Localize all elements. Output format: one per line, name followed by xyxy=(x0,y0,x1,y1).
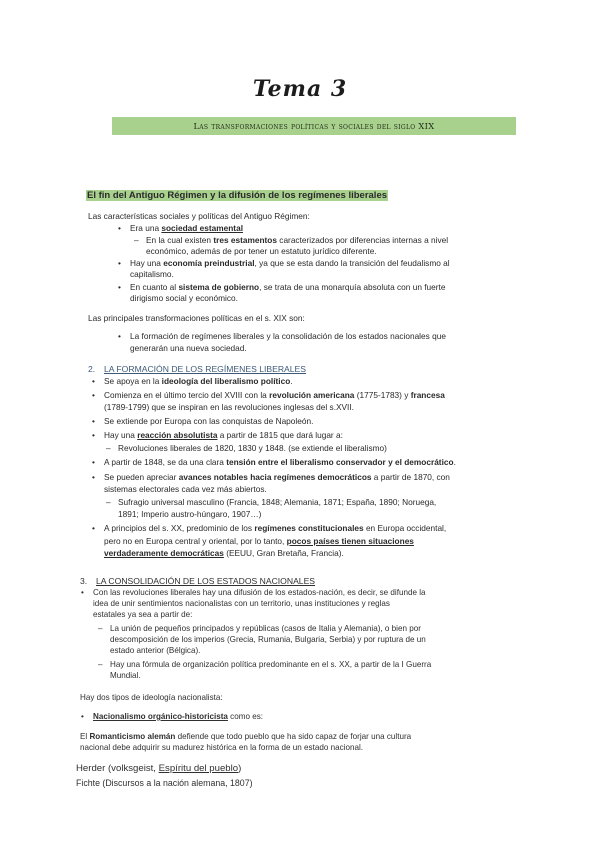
bullet-economia: • Hay una economía preindustrial, ya que se esta dando la transición del feudalismo al xyxy=(130,258,450,269)
dash-tres-estamentos: – En la cual existen tres estamentos caracterizados por diferencias internas a nivel xyxy=(146,235,448,246)
text-line: generarán una nueva sociedad. xyxy=(130,343,247,353)
romanticismo-line: El Romanticismo alemán defiende que todo pueblo que ha sido capaz de forjar una cultura xyxy=(80,732,412,741)
bullet-organico: • Nacionalismo orgánico-historicista como es: xyxy=(93,712,263,723)
bullet-p5: • A partir de 1848, se da una clara tensión entre el liberalismo conservador y el democrático. xyxy=(104,457,456,468)
text-line: 1891; Imperio austro-húngaro, 1907…) xyxy=(118,509,262,519)
text-line: capitalismo. xyxy=(130,269,174,279)
text-line: sistemas electorales cada vez más abiertos. xyxy=(104,484,267,494)
subtitle-banner: Las transformaciones políticas y sociales del siglo XIX xyxy=(112,117,516,135)
dash-union: – La unión de pequeños principados y repúblicas (casos de Italia y Alemania), o bien por xyxy=(110,624,421,635)
section3-number: 3. xyxy=(80,576,88,586)
bullet-estamental: • Era una sociedad estamental xyxy=(130,223,243,234)
text-line: estatales ya sea a partir de: xyxy=(93,610,193,619)
section1-intro2: Las principales transformaciones políticas en el s. XIX son: xyxy=(88,313,305,323)
dash-revoluciones: – Revoluciones liberales de 1820, 1830 y 1848. (se extiende el liberalismo) xyxy=(118,443,387,454)
types-intro: Hay dos tipos de ideología nacionalista: xyxy=(80,693,223,702)
page-title: Tema 3 xyxy=(252,76,348,102)
text-line: (1789-1799) que se inspiran en las revoluciones inglesas del s.XVII. xyxy=(104,402,354,412)
bullet-p3: • Se extiende por Europa con las conquistas de Napoleón. xyxy=(104,416,313,427)
text-line: verdaderamente democráticas (EEUU, Gran Bretaña, Francia). xyxy=(104,548,344,558)
section2-heading: LA FORMACIÓN DE LOS REGÍMENES LIBERALES xyxy=(104,364,307,374)
text-line: dirigismo social y económico. xyxy=(130,293,238,303)
bullet-p1: • Se apoya en la ideología del liberalismo político. xyxy=(104,376,293,387)
bullet-p6: • Se pueden apreciar avances notables hacia regímenes democráticos a partir de 1870, con xyxy=(104,472,450,483)
text-line: pero no en Europa central y oriental, por lo tanto, pocos países tienen situaciones xyxy=(104,536,414,546)
section1-heading: El fin del Antiguo Régimen y la difusión de los regímenes liberales xyxy=(87,190,388,201)
section3-heading: LA CONSOLIDACIÓN DE LOS ESTADOS NACIONALES xyxy=(96,576,316,586)
section1-intro: Las características sociales y políticas del Antiguo Régimen: xyxy=(88,211,310,221)
bullet-gobierno: • En cuanto al sistema de gobierno, se trata de una monarquía absoluta con un fuerte xyxy=(130,282,445,293)
text-line: nacional debe adquirir su madurez histórica en la forma de un estado nacional. xyxy=(80,743,364,752)
text-line: Mundial. xyxy=(110,671,141,680)
herder-line: Herder (volksgeist, Espíritu del pueblo) xyxy=(76,763,242,774)
bullet-formacion: • La formación de regímenes liberales y la consolidación de los estados nacionales que xyxy=(130,331,446,342)
text-line: idea de unir sentimientos nacionalistas con un territorio, unas instituciones y reglas xyxy=(93,599,390,608)
text-line: económico, además de por tener un estatuto jurídico diferente. xyxy=(146,246,377,256)
dash-formula: – Hay una fórmula de organización política predominante en el s. XX, a partir de la I Guerra xyxy=(110,660,431,671)
bullet-q1: • Con las revoluciones liberales hay una difusión de los estados-nación, es decir, se difunde la xyxy=(93,588,426,599)
bullet-p4: • Hay una reacción absolutista a partir de 1815 que dará lugar a: xyxy=(104,430,343,441)
bullet-p7: • A principios del s. XX, predominio de los regímenes constitucionales en Europa occidental, xyxy=(104,523,446,534)
bullet-p2: • Comienza en el último tercio del XVIII con la revolución americana (1775-1783) y francesa xyxy=(104,390,445,401)
dash-sufragio: – Sufragio universal masculino (Francia, 1848; Alemania, 1871; España, 1890; Noruega, xyxy=(118,497,436,508)
section2-number: 2. xyxy=(88,364,96,374)
text-line: estado anterior (Bélgica). xyxy=(110,646,201,655)
fichte-line: Fichte (Discursos a la nación alemana, 1807) xyxy=(76,778,253,788)
text-line: descomposición de los imperios (Grecia, Rumania, Bulgaria, Serbia) y por ruptura de un xyxy=(110,635,426,644)
